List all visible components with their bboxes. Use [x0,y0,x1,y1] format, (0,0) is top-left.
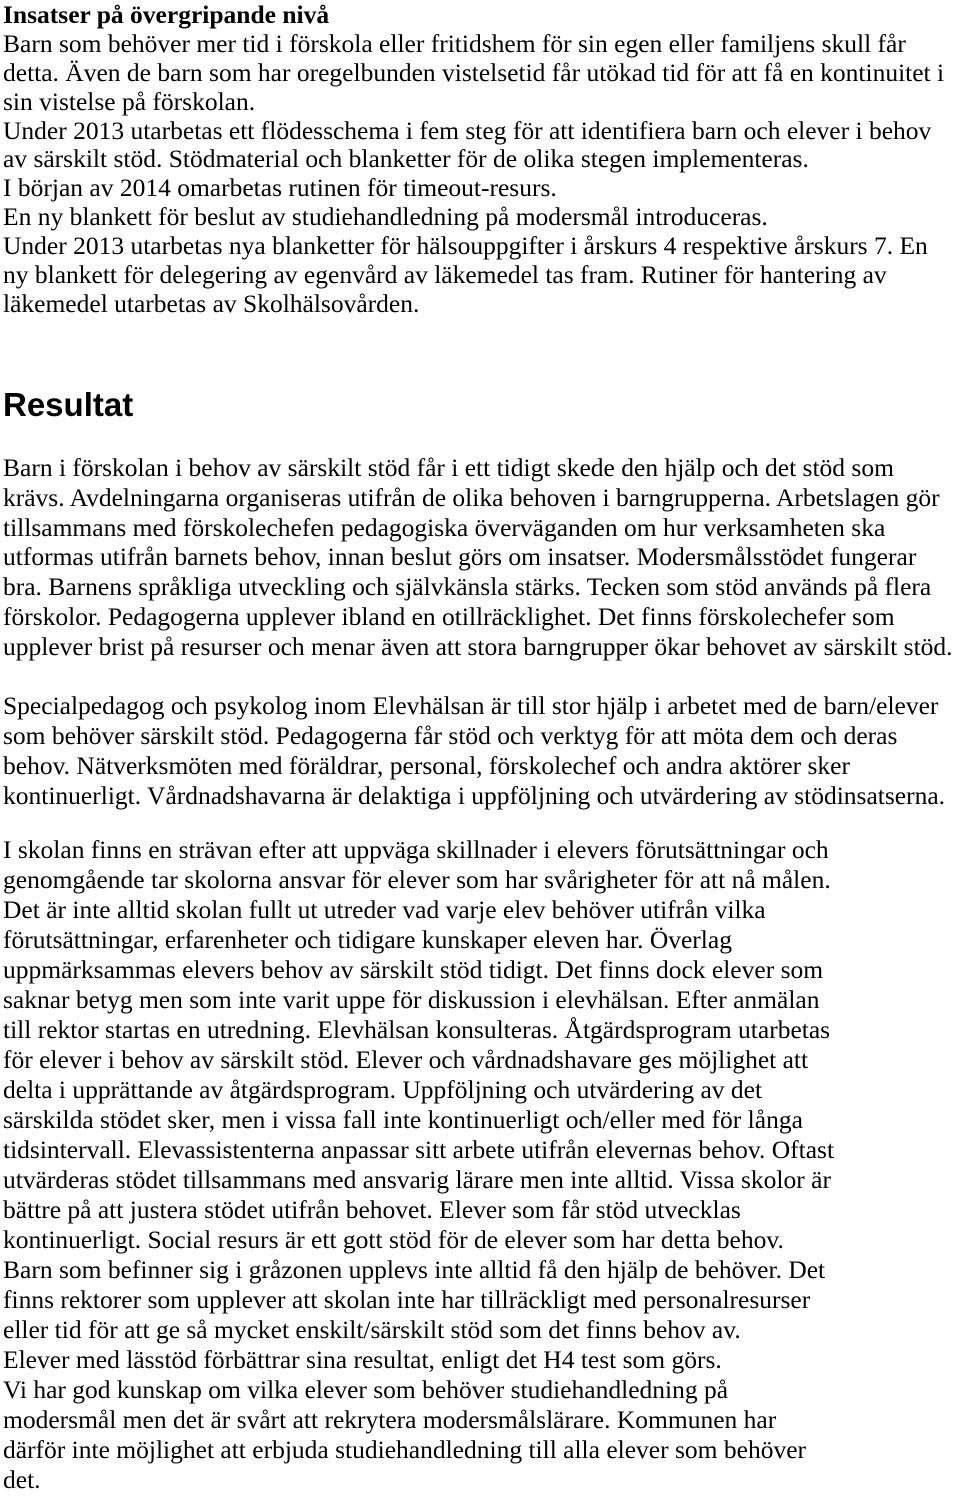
text-line: det. [3,1465,41,1494]
text-line: utvärderas stödet tillsammans med ansvarig lärare men inte alltid. Vissa skolor är [3,1165,831,1194]
text-line: Barn i förskolan i behov av särskilt stöd får i ett tidigt skede den hjälp och det stöd som [3,453,894,482]
text-line: eller tid för att ge så mycket enskilt/särskilt stöd som det finns behov av. [3,1315,741,1344]
text-line: särskilda stödet sker, men i vissa fall inte kontinuerligt och/eller med för långa [3,1105,803,1134]
text-line: ny blankett för delegering av egenvård av läkemedel tas fram. Rutiner för hantering av [3,260,887,290]
text-line: I skolan finns en strävan efter att uppväga skillnader i elevers förutsättningar och [3,835,829,864]
text-line: därför inte möjlighet att erbjuda studiehandledning till alla elever som behöver [3,1435,807,1464]
text-line: I början av 2014 omarbetas rutinen för timeout-resurs. [3,173,557,203]
text-line: kontinuerligt. Vårdnadshavarna är delaktiga i uppföljning och utvärdering av stödinsatserna. [3,781,946,810]
text-line: Under 2013 utarbetas ett flödesschema i fem steg för att identifiera barn och elever i behov [3,115,932,145]
text-line: tidsintervall. Elevassistenterna anpassar sitt arbete utifrån elevernas behov. Oftast [3,1135,835,1164]
text-line: modersmål men det är svårt att rekrytera modersmålslärare. Kommunen har [3,1405,777,1434]
text-line: Elever med lässtöd förbättrar sina resultat, enligt det H4 test som görs. [3,1345,722,1374]
text-line: kontinuerligt. Social resurs är ett gott stöd för de elever som har detta behov. [3,1225,784,1254]
text-line: för elever i behov av särskilt stöd. Elever och vårdnadshavare ges möjlighet att [3,1045,809,1074]
text-line: bra. Barnens språkliga utveckling och självkänsla stärks. Tecken som stöd används på flera [3,572,932,602]
insatser-section [3,0,958,322]
text-line: Vi har god kunskap om vilka elever som behöver studiehandledning på [3,1375,729,1404]
text-line: genomgående tar skolorna ansvar för elever som har svårigheter för att nå målen. [3,865,831,894]
resultat-heading: Resultat [3,386,134,423]
text-line: förskolor. Pedagogerna upplever ibland en otillräcklighet. Det finns förskolechefer som [3,601,895,631]
text-line: uppmärksammas elevers behov av särskilt stöd tidigt. Det finns dock elever som [3,955,824,984]
text-line: tillsammans med förskolechefen pedagogiska överväganden om hur verksamheten ska [3,512,886,542]
text-line: finns rektorer som upplever att skolan inte har tillräckligt med personalresurser [3,1285,811,1314]
text-line: En ny blankett för beslut av studiehandledning på modersmål introduceras. [3,202,768,232]
text-line: upplever brist på resurser och menar även att stora barngrupper ökar behovet av särskilt stöd. [3,631,953,661]
resultat-paragraph-2 [3,691,958,815]
text-line: sin vistelse på förskolan. [3,86,256,116]
text-line: krävs. Avdelningarna organiseras utifrån de olika behoven i barngrupperna. Arbetslagen gör [3,482,940,512]
text-line: Under 2013 utarbetas nya blanketter för hälsouppgifter i årskurs 4 respektive årskurs 7. En [3,231,928,261]
text-line: delta i upprättande av åtgärdsprogram. Uppföljning och utvärdering av det [3,1075,763,1104]
text-line: av särskilt stöd. Stödmaterial och blanketter för de olika stegen implementeras. [3,144,809,174]
text-line: läkemedel utarbetas av Skolhälsovården. [3,288,420,318]
resultat-paragraph-1 [3,453,958,666]
text-line: Specialpedagog och psykolog inom Elevhälsan är till stor hjälp i arbetet med de barn/elever [3,691,939,720]
text-line: Det är inte alltid skolan fullt ut utreder vad varje elev behöver utifrån vilka [3,895,766,924]
resultat-paragraph-3 [3,835,958,1499]
text-line: behov. Nätverksmöten med föräldrar, personal, förskolechef och andra aktörer sker [3,751,850,780]
text-line: detta. Även de barn som har oregelbunden vistelsetid får utökad tid för att få en kontinuitet i [3,57,945,87]
section-heading: Insatser på övergripande nivå [3,0,330,29]
text-line: saknar betyg men som inte varit uppe för diskussion i elevhälsan. Efter anmälan [3,985,820,1014]
text-line: utformas utifrån barnets behov, innan beslut görs om insatser. Modersmålsstödet fungerar [3,542,917,572]
text-line: förutsättningar, erfarenheter och tidigare kunskaper eleven har. Överlag [3,925,732,954]
text-line: Barn som befinner sig i gråzonen upplevs inte alltid få den hjälp de behöver. Det [3,1255,826,1284]
text-line: bättre på att justera stödet utifrån behovet. Elever som får stöd utvecklas [3,1195,741,1224]
text-line: till rektor startas en utredning. Elevhälsan konsulteras. Åtgärdsprogram utarbetas [3,1015,831,1044]
text-line: som behöver särskilt stöd. Pedagogerna får stöd och verktyg för att möta dem och deras [3,721,898,750]
text-line: Barn som behöver mer tid i förskola eller fritidshem för sin egen eller familjens skull får [3,28,906,58]
